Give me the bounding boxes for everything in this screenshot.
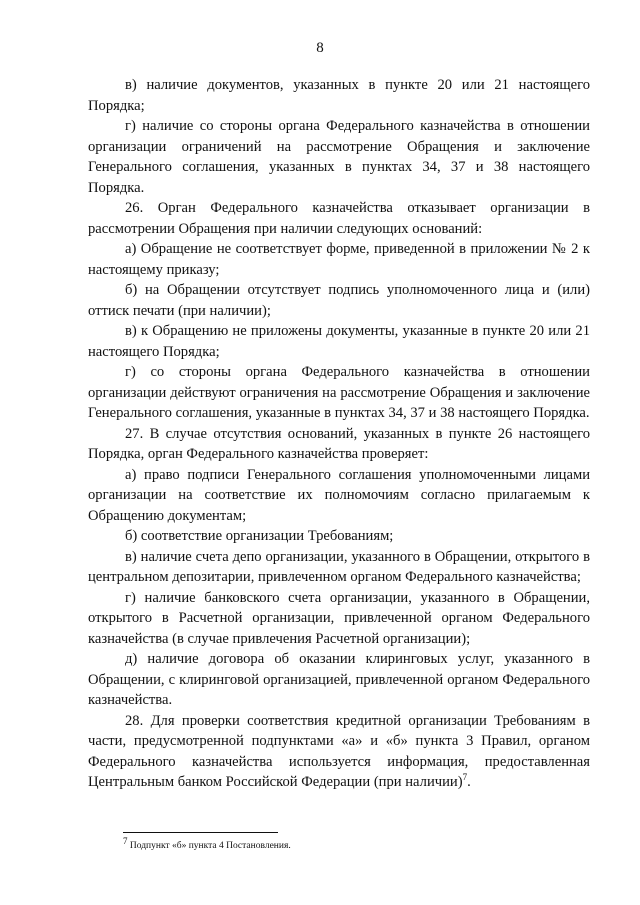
page-number: 8 xyxy=(316,40,324,56)
paragraph-25v: в) наличие документов, указанных в пункте 20 или 21 настоящего Порядка; xyxy=(88,77,590,114)
paragraph-26v: в) к Обращению не приложены документы, указанные в пункте 20 или 21 настоящего Порядка; xyxy=(88,323,590,360)
footnote-text: Подпункт «б» пункта 4 Постановления. xyxy=(129,841,291,851)
paragraph-26a: а) Обращение не соответствует форме, приведенной в приложении № 2 к настоящему приказу; xyxy=(88,241,590,278)
paragraph-27a: а) право подписи Генерального соглашения уполномоченными лицами организации на соответствие их полномочиям согласно прилагаемым к Обращению документам; xyxy=(88,466,590,524)
paragraph-26g: г) со стороны органа Федерального казначейства в отношении организации действуют ограничения на рассмотрение Обращения и заключение Генерального соглашения, указанные в пунктах 34, 37 и 38 настоящего Порядка. xyxy=(88,364,590,421)
paragraph-26: 26. Орган Федерального казначейства отказывает организации в рассмотрении Обращения при наличии следующих оснований: xyxy=(88,200,590,237)
paragraph-27g: г) наличие банковского счета организации, указанного в Обращении, открытого в Расчетной организации, привлеченной органом Федерального казначейства (в случае привлечения Расчетной организации); xyxy=(88,589,590,647)
paragraph-27: 27. В случае отсутствия оснований, указанных в пункте 26 настоящего Порядка, орган Федерального казначейства проверяет: xyxy=(88,425,590,462)
paragraph-25g: г) наличие со стороны органа Федерального казначейства в отношении организации ограничений на рассмотрение Обращения и заключение Генерального соглашения, указанных в пунктах 34, 37 и 38 настоящего Порядка. xyxy=(88,118,590,196)
document-body xyxy=(88,75,590,793)
footnote-reference: 7 xyxy=(462,772,468,783)
footnote xyxy=(123,835,291,852)
paragraph-27d: д) наличие договора об оказании клиринговых услуг, указанного в Обращении, с клиринговой организацией, привлеченной органом Федерального казначейства. xyxy=(88,651,590,708)
footnote-divider xyxy=(123,832,278,833)
paragraph-27b: б) соответствие организации Требованиям; xyxy=(125,528,394,544)
paragraph-28: 28. Для проверки соответствия кредитной организации Требованиям в части, предусмотренной подпунктами «а» и «б» пункта 3 Правил, органом Федерального казначейства используется информация, предоставленная Центральным банком Российской Федерации (при наличии)$^7$. xyxy=(88,712,590,790)
footnote-marker: 7 xyxy=(123,835,128,846)
paragraph-27v: в) наличие счета депо организации, указанного в Обращении, открытого в центральном депозитарии, привлеченном органом Федерального казначейства; xyxy=(88,548,590,585)
paragraph-26b: б) на Обращении отсутствует подпись уполномоченного лица и (или) оттиск печати (при наличии); xyxy=(88,282,590,319)
paragraph-28-text: 28. Для проверки соответствия кредитной организации Требованиям в части, предусмотренной подпунктами «а» и «б» пункта 3 Правил, органом Федерального казначейства используется информация, предоставленная Центральным банком Российской Федерации (при наличии) xyxy=(88,712,590,790)
